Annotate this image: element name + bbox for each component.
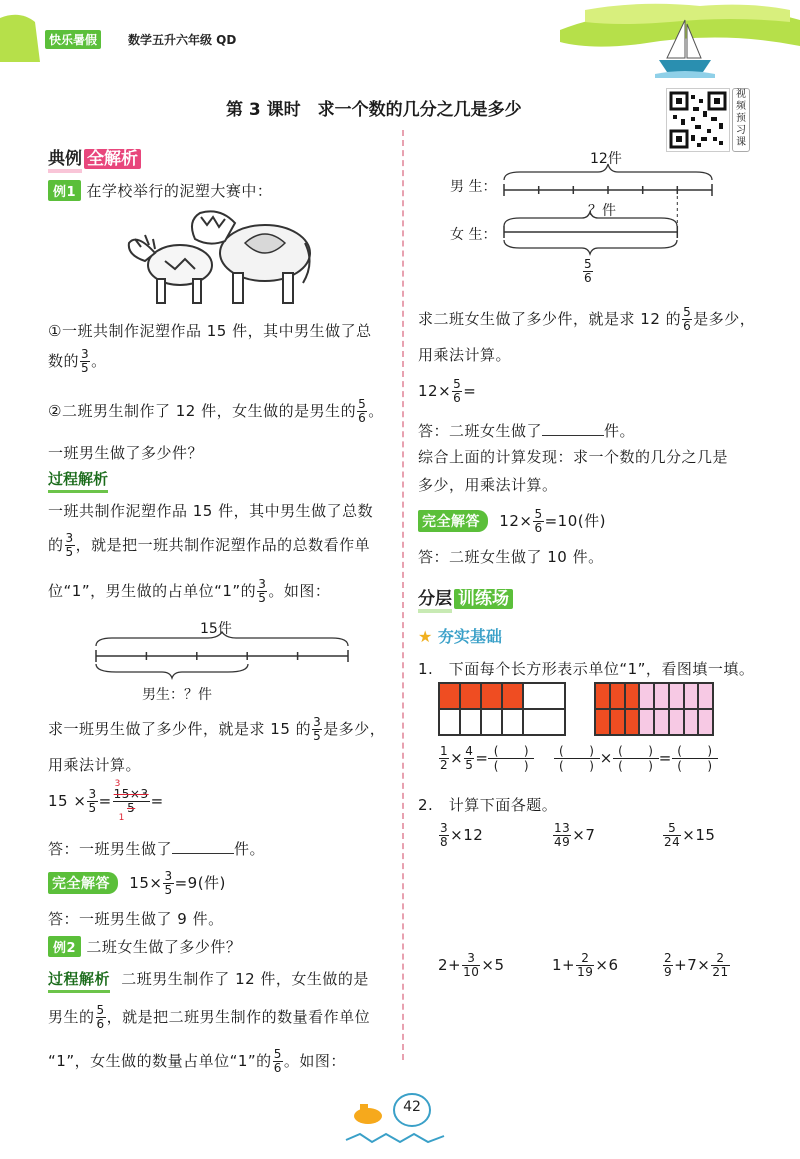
grid-cell — [439, 683, 460, 709]
fraction-den: 24 — [664, 835, 681, 849]
diagram1-segment — [92, 630, 352, 680]
fraction-den: 5 — [81, 361, 90, 375]
fraction-den: 5 — [127, 801, 136, 815]
practice-subsection-label: 夯实基础 — [437, 627, 502, 646]
times-sign: × — [599, 749, 613, 767]
qr-label-char: 频 — [736, 101, 746, 112]
complete-expr-post: =9(件) — [174, 874, 226, 892]
fraction-2-21 — [711, 952, 729, 979]
fraction-den: 6 — [534, 521, 543, 535]
fraction-num: 3 — [88, 787, 97, 801]
section-example-title-a: 典例 — [48, 149, 82, 173]
diagram2-unknown-label: ？件 — [588, 203, 616, 219]
grid-cell — [698, 709, 713, 735]
calc-expr-pre: 15 × — [48, 792, 87, 810]
example1-item1-line-a: ①一班共制作泥塑作品 15 件，其中男生做了总 — [48, 322, 372, 340]
fraction-den: 8 — [440, 835, 449, 849]
fraction-three-fifths — [312, 716, 322, 743]
grid-cell — [523, 683, 565, 709]
fraction-three-fifths — [163, 870, 173, 897]
example2-intro-line — [48, 936, 241, 957]
fraction-num: 5 — [273, 1047, 282, 1061]
grid-two — [594, 682, 714, 736]
fraction-num: 13 — [554, 821, 571, 835]
fraction-5-24 — [663, 822, 681, 849]
fraction-2-9 — [663, 952, 673, 979]
answer-post: 件。 — [234, 840, 266, 858]
expr-post: ×12 — [450, 826, 484, 844]
grid-four-fifths — [438, 682, 566, 736]
fraction-num: 15×3 — [113, 787, 149, 801]
example1-calc-expression — [48, 779, 164, 823]
grid-cell — [639, 709, 654, 735]
section-example-title — [48, 144, 141, 169]
complete-expr-post: =10(件) — [544, 512, 606, 530]
section-example-title-b: 全解析 — [84, 149, 141, 169]
expr-mid: +7× — [674, 956, 711, 974]
grid-cell — [502, 683, 523, 709]
fraction-three-fifths — [80, 348, 90, 375]
example1-analysis-c-pre: 位“1”，男生做的占单位“1”的 — [48, 582, 257, 600]
fraction-three-eighths — [439, 822, 449, 849]
grid-cell — [595, 683, 610, 709]
calc-expr-post: = — [463, 382, 477, 400]
example2-calc-text-a-post: 是多少， — [693, 310, 756, 328]
example2-calc-text-a-pre: 求二班女生做了多少件，就是求 12 的 — [418, 310, 682, 328]
practice-subsection — [418, 624, 502, 647]
example1-answer-line — [48, 838, 265, 859]
q2-expr-4 — [438, 952, 505, 979]
fraction-num: 2 — [711, 952, 729, 966]
expr-post: ×15 — [682, 826, 716, 844]
fraction-den: 6 — [358, 411, 367, 425]
example1-analysis-b-line — [48, 532, 370, 559]
fraction-den: 6 — [273, 1061, 282, 1075]
qr-label-char: 习 — [736, 125, 746, 136]
complete-tag: 完全解答 — [418, 510, 488, 532]
answer-pre: 答：二班女生做了 — [418, 422, 543, 440]
complete-expr-pre: 15× — [129, 874, 163, 892]
qr-label-char: 预 — [736, 113, 746, 124]
grid-cell — [684, 709, 699, 735]
example2-calc-expression — [418, 378, 476, 405]
q2-expr-5 — [552, 952, 619, 979]
grid-cell — [698, 683, 713, 709]
fraction-3-10 — [462, 952, 480, 979]
example2-analysis-b-pre: 男生的 — [48, 1008, 95, 1026]
times-sign: × — [450, 749, 464, 767]
fraction-num: 2 — [664, 951, 673, 965]
grid-cell — [481, 709, 502, 735]
expr-post: ×5 — [481, 956, 505, 974]
paren-top: ( ) — [672, 744, 718, 759]
qr-code-image — [667, 89, 729, 151]
fraction-num: 3 — [313, 715, 322, 729]
fraction-den: 2 — [440, 758, 449, 772]
equals-sign: = — [658, 749, 672, 767]
expr-pre: 1+ — [552, 956, 576, 974]
fraction-cancel — [113, 779, 150, 823]
example1-tag: 例1 — [48, 180, 81, 201]
practice-title-b: 训练场 — [454, 589, 513, 609]
lesson-title: 第 3 课时 求一个数的几分之几是多少 — [226, 100, 522, 120]
header-title: 数学五升六年级 QD — [128, 33, 237, 47]
fraction-den: 21 — [712, 965, 729, 979]
diagram2-fraction-label — [582, 258, 594, 285]
fraction-num: 2 — [576, 952, 594, 966]
practice-q2: 2. 计算下面各题。 — [418, 796, 558, 814]
example2-tag: 例2 — [48, 936, 81, 957]
expr-post: ×6 — [595, 956, 619, 974]
example2-complete-line — [418, 508, 606, 535]
fraction-five-sixths — [583, 258, 593, 285]
fraction-one-half — [439, 745, 449, 772]
example1-analysis-c-line — [48, 578, 330, 605]
practice-q1: 1. 下面每个长方形表示单位“1”，看图填一填。 — [418, 660, 755, 678]
example1-question: 一班男生做了多少件？ — [48, 444, 204, 462]
fraction-num: 3 — [462, 952, 480, 966]
fraction-num: 3 — [164, 869, 173, 883]
qr-label — [732, 88, 750, 152]
sailboat-icon — [655, 18, 715, 78]
fraction-five-sixths — [682, 306, 692, 333]
example2-question: 二班女生做了多少件？ — [86, 938, 242, 956]
grid-cell — [502, 709, 523, 735]
grid-cell — [669, 683, 684, 709]
fraction-three-fifths — [87, 788, 97, 815]
answer-fraction-input[interactable] — [554, 744, 600, 773]
example2-analysis-c-line — [48, 1048, 346, 1075]
expr-post: ×7 — [572, 826, 596, 844]
paren-bottom: ( ) — [493, 759, 530, 773]
example1-analysis-c-post: 。如图： — [268, 582, 331, 600]
grid-cell — [460, 683, 481, 709]
example2-summary-b: 多少，用乘法计算。 — [418, 476, 558, 494]
fraction-den: 49 — [554, 835, 571, 849]
diagram2-total-label: 12件 — [590, 151, 622, 167]
fraction-three-fifths — [65, 532, 75, 559]
fraction-five-sixths — [357, 398, 367, 425]
cancel-note-top: 3 — [114, 779, 121, 789]
example2-analysis-line-a — [48, 968, 369, 993]
grid-cell — [684, 683, 699, 709]
example1-intro-line — [48, 180, 272, 201]
answer-fraction-input[interactable] — [613, 744, 659, 773]
answer-fraction-input[interactable] — [488, 744, 534, 773]
grid-cell — [595, 709, 610, 735]
grid-cell — [523, 709, 565, 735]
fraction-den: 6 — [584, 271, 592, 285]
example1-complete-line — [48, 870, 226, 897]
fraction-num: 3 — [258, 577, 267, 591]
analysis-tag: 过程解析 — [48, 968, 110, 993]
answer-fraction-input[interactable] — [672, 744, 718, 773]
answer-pre: 答：一班男生做了 — [48, 840, 173, 858]
fraction-den: 5 — [313, 729, 322, 743]
answer-blank[interactable] — [172, 839, 234, 854]
fraction-num: 1 — [440, 744, 449, 758]
fraction-2-19 — [576, 952, 594, 979]
q2-expr-2 — [552, 822, 595, 849]
example1-calc-text-b: 用乘法计算。 — [48, 756, 142, 774]
column-divider — [402, 130, 404, 1060]
header-badge: 快乐暑假 — [45, 30, 101, 49]
fraction-13-49 — [553, 822, 571, 849]
diagram1-part-label: 男生：？件 — [142, 687, 212, 703]
example2-calc-text-a-line — [418, 306, 755, 333]
answer-blank[interactable] — [542, 421, 604, 436]
calc-expr-end: = — [150, 792, 164, 810]
fraction-five-sixths — [533, 508, 543, 535]
fraction-den: 5 — [465, 758, 474, 772]
fraction-den: 5 — [65, 545, 74, 559]
fraction-num: 3 — [65, 531, 74, 545]
paren-bottom: ( ) — [618, 759, 654, 773]
fraction-den: 5 — [88, 801, 97, 815]
example1-calc-text-a-pre: 求一班男生做了多少件，就是求 15 的 — [48, 720, 312, 738]
diagram1-total-label: 15件 — [200, 621, 232, 637]
example2-final-answer: 答：二班女生做了 10 件。 — [418, 548, 604, 566]
fraction-den: 5 — [164, 883, 173, 897]
paren-top: ( ) — [554, 744, 600, 759]
grid-cell — [439, 709, 460, 735]
q2-expr-3 — [662, 822, 715, 849]
paren-bottom: ( ) — [677, 759, 713, 773]
example1-analysis-b-post: ，就是把一班共制作泥塑作品的总数看作单 — [75, 536, 371, 554]
calc-expr-pre: 12× — [418, 382, 452, 400]
diagram2-boys-label: 男 生： — [450, 179, 497, 195]
fraction-num: 5 — [358, 397, 367, 411]
example1-item1-b-end: 。 — [91, 352, 107, 370]
clay-horse-illustration — [125, 203, 315, 308]
qr-label-char: 课 — [736, 137, 746, 148]
practice-title-a: 分层 — [418, 589, 452, 613]
grid-cell — [481, 683, 502, 709]
fraction-four-fifths — [464, 745, 474, 772]
example1-item2: ②二班男生制作了 12 件，女生做的是男生的 — [48, 402, 357, 420]
fraction-den: 5 — [258, 591, 267, 605]
fraction-five-sixths — [452, 378, 462, 405]
example2-calc-text-b: 用乘法计算。 — [418, 346, 512, 364]
grid-cell — [625, 683, 640, 709]
example2-summary-a: 综合上面的计算发现：求一个数的几分之几是 — [418, 448, 729, 466]
page-number: 42 — [403, 1099, 421, 1115]
paren-top: ( ) — [613, 744, 659, 759]
q2-expr-1 — [438, 822, 483, 849]
fraction-three-fifths — [257, 578, 267, 605]
complete-expr-pre: 12× — [499, 512, 533, 530]
grid-cell — [654, 709, 669, 735]
practice-title — [418, 584, 513, 609]
example1-item1-line-b — [48, 348, 107, 375]
calc-expr-mid: = — [98, 792, 112, 810]
fraction-five-sixths — [273, 1048, 283, 1075]
fraction-den: 6 — [453, 391, 462, 405]
grid-cell — [639, 683, 654, 709]
equals-sign: = — [475, 749, 489, 767]
fraction-den: 6 — [683, 319, 692, 333]
example2-analysis-c-pre: “1”，女生做的数量占单位“1”的 — [48, 1052, 272, 1070]
fraction-num: 5 — [584, 257, 592, 271]
grid-cell — [669, 709, 684, 735]
paren-bottom: ( ) — [559, 759, 595, 773]
example2-answer-line — [418, 420, 635, 441]
cancel-note-bottom: 1 — [118, 813, 125, 823]
complete-tag: 完全解答 — [48, 872, 118, 894]
example2-analysis-a: 二班男生制作了 12 件，女生做的是 — [121, 970, 369, 988]
example1-calc-text-a-post: 是多少， — [323, 720, 386, 738]
star-icon: ★ — [418, 627, 433, 646]
fraction-five-sixths — [96, 1004, 106, 1031]
example1-analysis-heading — [48, 468, 108, 493]
fraction-num: 5 — [453, 377, 462, 391]
example1-intro: 在学校举行的泥塑大赛中： — [86, 182, 273, 200]
example1-item1-b: 数的 — [48, 352, 80, 370]
q1-fill-row — [438, 744, 718, 773]
analysis-tag: 过程解析 — [48, 468, 108, 493]
fraction-den: 6 — [96, 1017, 105, 1031]
diagram2-girls-label: 女 生： — [450, 227, 497, 243]
fraction-num: 5 — [683, 305, 692, 319]
fraction-den: 9 — [664, 965, 673, 979]
header — [0, 0, 800, 66]
example1-analysis-b-pre: 的 — [48, 536, 64, 554]
answer-post: 件。 — [604, 422, 636, 440]
grid-cell — [610, 683, 625, 709]
qr-code[interactable] — [666, 88, 730, 152]
fraction-num: 3 — [440, 821, 449, 835]
example1-calc-text-a-line — [48, 716, 385, 743]
example1-item2-end: 。 — [368, 402, 384, 420]
fraction-den: 10 — [463, 965, 480, 979]
fraction-num: 5 — [96, 1003, 105, 1017]
fraction-num: 5 — [534, 507, 543, 521]
fraction-num: 5 — [663, 822, 681, 836]
q2-expr-6 — [662, 952, 731, 979]
grid-cell — [654, 683, 669, 709]
paren-top: ( ) — [488, 744, 534, 759]
fraction-den: 19 — [577, 965, 594, 979]
diagram2-segments — [498, 160, 728, 260]
example1-analysis-a: 一班共制作泥塑作品 15 件，其中男生做了总数 — [48, 502, 374, 520]
grid-cell — [625, 709, 640, 735]
qr-label-char: 视 — [736, 89, 746, 100]
example1-final-answer: 答：一班男生做了 9 件。 — [48, 910, 224, 928]
example2-analysis-b-line — [48, 1004, 370, 1031]
example2-analysis-c-post: 。如图： — [283, 1052, 346, 1070]
expr-pre: 2+ — [438, 956, 462, 974]
fraction-num: 4 — [465, 744, 474, 758]
example2-analysis-b-post: ，就是把二班男生制作的数量看作单位 — [106, 1008, 371, 1026]
fraction-num: 3 — [81, 347, 90, 361]
example1-item2-line — [48, 398, 384, 425]
grid-cell — [460, 709, 481, 735]
grid-cell — [610, 709, 625, 735]
